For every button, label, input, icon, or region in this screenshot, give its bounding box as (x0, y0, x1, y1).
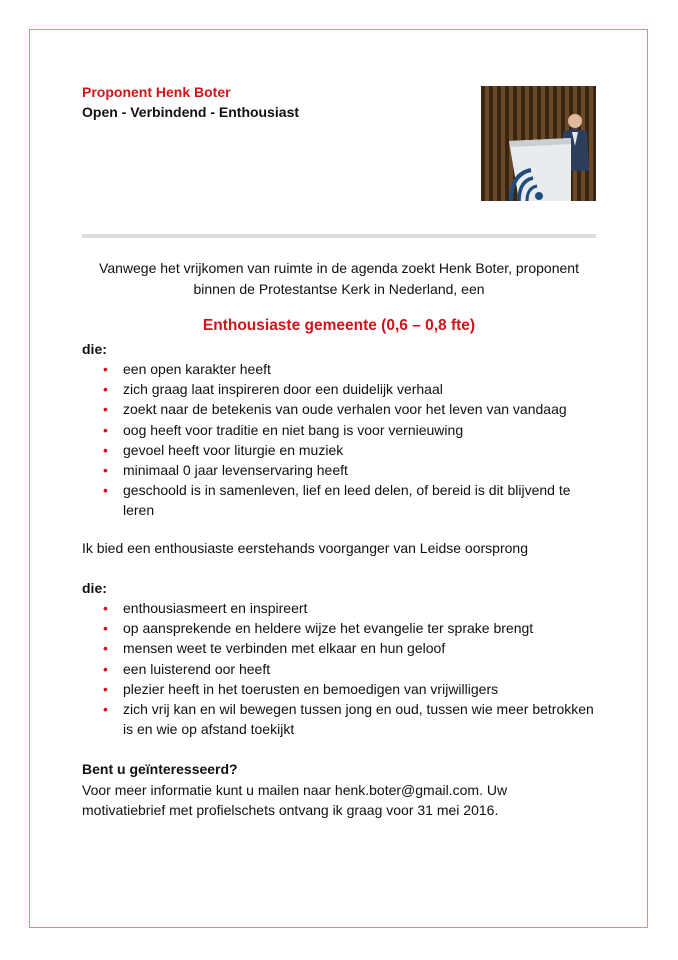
list-item: • mensen weet te verbinden met elkaar en hun geloof (82, 638, 596, 658)
list-item: • een luisterend oor heeft (82, 659, 596, 679)
list-item: • minimaal 0 jaar levenservaring heeft (82, 460, 596, 480)
offer-statement: Ik bied een enthousiaste eerstehands voorganger van Leidse oorsprong (82, 540, 528, 556)
contact-title: Bent u geïnteresseerd? (82, 761, 238, 777)
requirements-list (82, 359, 596, 521)
speaker-photo (481, 86, 596, 201)
list-item: • enthousiasmeert en inspireert (82, 598, 596, 618)
qualities-list (82, 598, 596, 739)
list-item: • gevoel heeft voor liturgie en muziek (82, 440, 596, 460)
list-item: • op aansprekende en heldere wijze het evangelie ter sprake brengt (82, 618, 596, 638)
section2-label: die: (82, 580, 107, 596)
list-item: • plezier heeft in het toerusten en bemoedigen van vrijwilligers (82, 679, 596, 699)
header-tagline: Open - Verbindend - Enthousiast (82, 104, 300, 120)
list-item: • zich vrij kan en wil bewegen tussen jong en oud, tussen wie meer betrokken is en wie op afstand toekijkt (82, 699, 596, 739)
list-item: • een open karakter heeft (82, 359, 596, 379)
list-item: • oog heeft voor traditie en niet bang is voor vernieuwing (82, 420, 596, 440)
intro-paragraph: Vanwege het vrijkomen van ruimte in de agenda zoekt Henk Boter, proponent binnen de Protestantse Kerk in Nederland, een (99, 260, 579, 297)
header-divider (82, 234, 596, 238)
section1-label: die: (82, 341, 107, 357)
contact-body: Voor meer informatie kunt u mailen naar henk.boter@gmail.com. Uw motivatiebrief met profielschets ontvang ik graag voor 31 mei 2016. (82, 782, 508, 818)
list-item: • zoekt naar de betekenis van oude verhalen voor het leven van vandaag (82, 399, 596, 419)
header-name: Proponent Henk Boter (82, 84, 231, 100)
list-item: • geschoold is in samenleven, lief en leed delen, of bereid is dit blijvend te leren (82, 480, 596, 520)
vacancy-headline: Enthousiaste gemeente (0,6 – 0,8 fte) (202, 317, 476, 334)
list-item: • zich graag laat inspireren door een duidelijk verhaal (82, 379, 596, 399)
